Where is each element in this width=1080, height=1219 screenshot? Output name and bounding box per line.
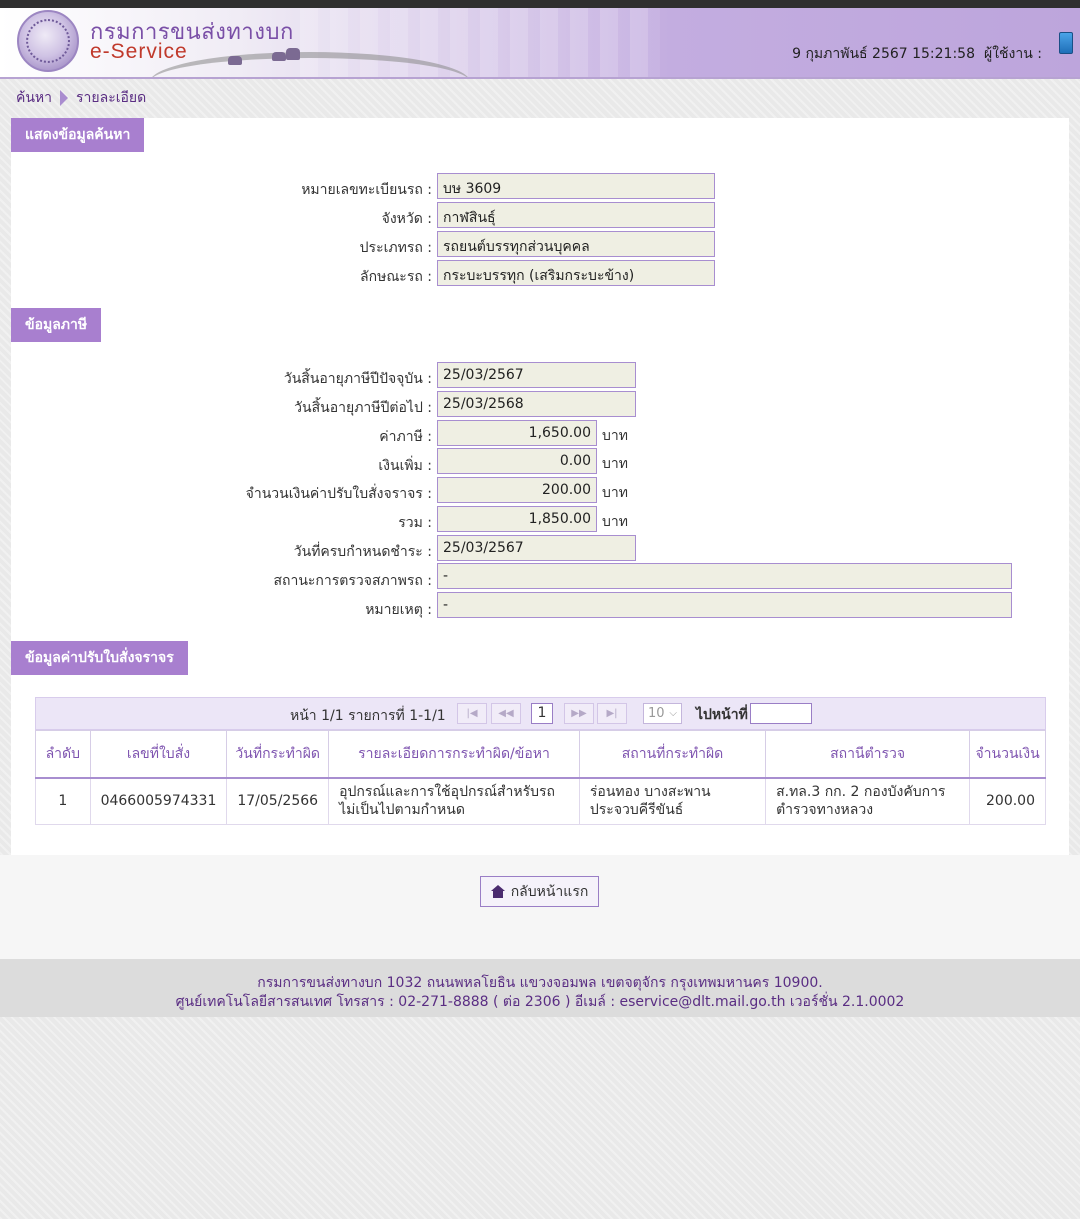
fines-table — [35, 730, 1046, 825]
footer-address: กรมการขนส่งทางบก 1032 ถนนพหลโยธิน แขวงจอมพล เขตจตุจักร กรุงเทพมหานคร 10900. — [257, 975, 823, 991]
tax-amount-label: ค่าภาษี : — [379, 429, 432, 445]
top-bar — [0, 0, 1080, 8]
first-page-icon[interactable]: |◀ — [457, 703, 487, 724]
fine-amount-unit: บาท — [602, 485, 628, 501]
col-amount[interactable]: จำนวนเงิน — [970, 731, 1046, 778]
cell-detail: อุปกรณ์และการใช้อุปกรณ์สำหรับรถไม่เป็นไปตามกำหนด — [329, 778, 580, 825]
surcharge-field: 0.00 — [437, 448, 597, 474]
total-unit: บาท — [602, 514, 628, 530]
fine-amount-label: จำนวนเงินค่าปรับใบสั่งจราจร : — [245, 486, 432, 502]
current-page[interactable]: 1 — [531, 703, 553, 724]
vehicle-style-label: ลักษณะรถ : — [360, 269, 432, 285]
next-expiry-field: 25/03/2568 — [437, 391, 636, 417]
grid-pager — [35, 697, 1046, 730]
cell-date: 17/05/2566 — [227, 778, 329, 825]
traffic-fines-title: ข้อมูลค่าปรับใบสั่งจราจร — [11, 641, 188, 675]
prev-page-icon[interactable]: ◀◀ — [491, 703, 521, 724]
plate-label: หมายเลขทะเบียนรถ : — [301, 182, 432, 198]
cell-amount: 200.00 — [970, 778, 1046, 825]
tax-amount-unit: บาท — [602, 428, 628, 444]
fine-amount-field: 200.00 — [437, 477, 597, 503]
breadcrumb-arrow-icon — [60, 90, 68, 106]
province-field: กาฬสินธุ์ — [437, 202, 715, 228]
chevron-down-icon: ⌵ — [669, 708, 677, 719]
current-datetime: 9 กุมภาพันธ์ 2567 15:21:58 — [792, 46, 975, 62]
breadcrumb-current: รายละเอียด — [76, 90, 147, 106]
dlt-logo[interactable] — [17, 10, 79, 72]
due-date-label: วันที่ครบกำหนดชำระ : — [293, 544, 432, 560]
plate-field: บษ 3609 — [437, 173, 715, 199]
inspection-status-label: สถานะการตรวจสภาพรถ : — [273, 573, 432, 589]
page-size-value: 10 — [648, 706, 665, 721]
bus-icon — [286, 48, 300, 60]
tax-amount-field: 1,650.00 — [437, 420, 597, 446]
user-label: ผู้ใช้งาน : — [984, 46, 1042, 62]
breadcrumb-search-link[interactable]: ค้นหา — [16, 90, 53, 106]
site-title-thai: กรมการขนส่งทางบก — [90, 20, 294, 45]
goto-page-input[interactable] — [750, 703, 812, 724]
cell-ticket: 0466005974331 — [90, 778, 227, 825]
site-footer — [0, 959, 1080, 1017]
vehicle-style-field: กระบะบรรทุก (เสริมกระบะข้าง) — [437, 260, 715, 286]
col-no[interactable]: ลำดับ — [36, 731, 91, 778]
next-expiry-label: วันสิ้นอายุภาษีปีต่อไป : — [294, 400, 432, 416]
inspection-status-field: - — [437, 563, 1012, 589]
total-label: รวม : — [398, 515, 432, 531]
col-place[interactable]: สถานที่กระทำผิด — [579, 731, 765, 778]
remark-field: - — [437, 592, 1012, 618]
pager-info: หน้า 1/1 รายการที่ 1-1/1 — [290, 708, 446, 724]
fines-grid — [35, 697, 1046, 825]
site-header — [0, 8, 1080, 79]
current-expiry-label: วันสิ้นอายุภาษีปีปัจจุบัน : — [283, 371, 432, 387]
vehicle-type-label: ประเภทรถ : — [359, 240, 432, 256]
site-title-english: e-Service — [90, 40, 188, 63]
surcharge-label: เงินเพิ่ม : — [378, 458, 432, 474]
tax-info-title: ข้อมูลภาษี — [11, 308, 101, 342]
surcharge-unit: บาท — [602, 456, 628, 472]
vehicle-type-field: รถยนต์บรรทุกส่วนบุคคล — [437, 231, 715, 257]
table-header-row — [36, 731, 1046, 778]
remark-label: หมายเหตุ : — [365, 602, 432, 618]
cell-place: ร่อนทอง บางสะพาน ประจวบคีรีขันธ์ — [579, 778, 765, 825]
col-ticket[interactable]: เลขที่ใบสั่ง — [90, 731, 227, 778]
next-page-icon[interactable]: ▶▶ — [564, 703, 594, 724]
breadcrumb — [16, 88, 146, 108]
cell-station: ส.ทล.3 กก. 2 กองบังคับการตำรวจทางหลวง — [766, 778, 970, 825]
back-home-label: กลับหน้าแรก — [510, 883, 589, 900]
total-field: 1,850.00 — [437, 506, 597, 532]
last-page-icon[interactable]: ▶| — [597, 703, 627, 724]
page-background — [0, 855, 1080, 959]
dlt-logo-emblem — [26, 19, 70, 63]
col-detail[interactable]: รายละเอียดการกระทำผิด/ข้อหา — [329, 731, 580, 778]
page-size-select[interactable] — [643, 703, 682, 724]
search-info-title: แสดงข้อมูลค้นหา — [11, 118, 144, 152]
logout-icon[interactable] — [1059, 32, 1073, 54]
back-home-button[interactable] — [480, 876, 599, 907]
car-icon — [228, 56, 242, 65]
car-icon — [272, 52, 286, 61]
due-date-field: 25/03/2567 — [437, 535, 636, 561]
goto-page-label: ไปหน้าที่ — [696, 707, 748, 723]
col-station[interactable]: สถานีตำรวจ — [766, 731, 970, 778]
cell-no: 1 — [36, 778, 91, 825]
current-expiry-field: 25/03/2567 — [437, 362, 636, 388]
col-date[interactable]: วันที่กระทำผิด — [227, 731, 329, 778]
footer-contact: ศูนย์เทคโนโลยีสารสนเทศ โทรสาร : 02-271-8888 ( ต่อ 2306 ) อีเมล์ : eservice@dlt.mail.go.th เวอร์ชั่น 2.1.0002 — [175, 994, 905, 1010]
home-icon — [491, 885, 505, 898]
table-row[interactable] — [36, 778, 1046, 825]
province-label: จังหวัด : — [381, 211, 432, 227]
detail-panel — [11, 118, 1069, 855]
